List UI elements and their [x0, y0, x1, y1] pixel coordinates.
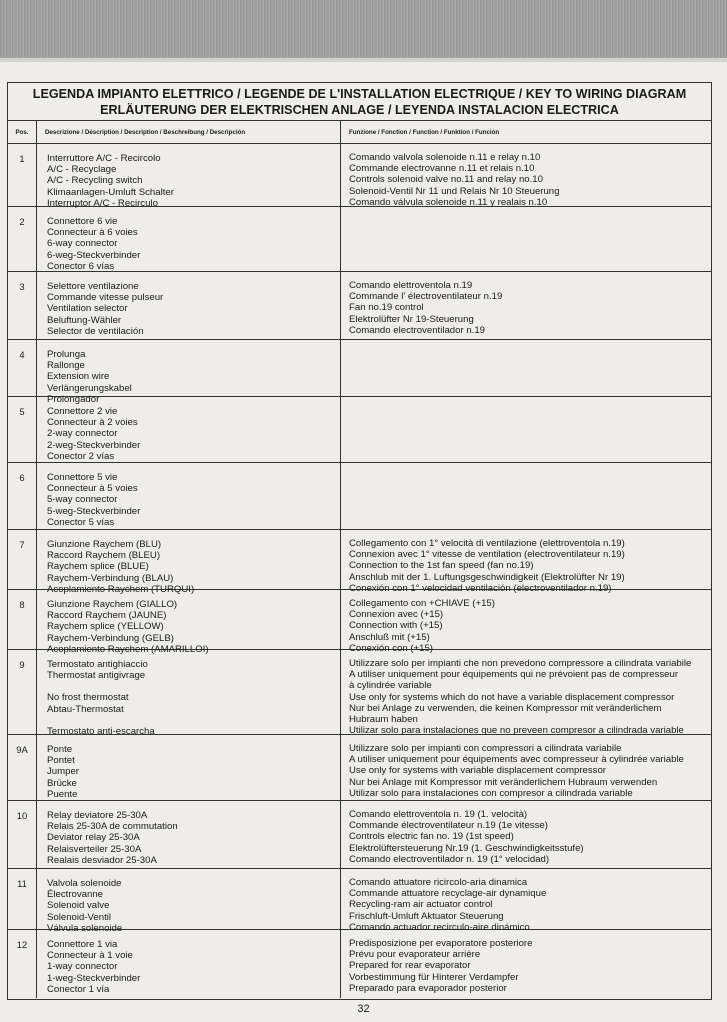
- function-line: à cylindrée variable: [349, 680, 432, 692]
- wiring-legend-sheet: [7, 82, 712, 1000]
- pos-cell: 9A: [8, 735, 37, 800]
- function-line: Comando valvola solenoide n.11 e relay n.10: [349, 152, 541, 163]
- table-row: [8, 144, 711, 207]
- function-line: Anschluß mit (+15): [349, 631, 430, 643]
- description-line: Relay deviatore 25-30A: [47, 810, 148, 821]
- description-line: Giunzione Raychem (BLU): [47, 539, 162, 550]
- description-line: 6-weg-Steckverbinder: [47, 249, 141, 261]
- pos-cell: 3: [8, 272, 37, 339]
- function-cell: [341, 530, 711, 594]
- description-line: [47, 681, 340, 692]
- description-line: Selector de ventilación: [47, 325, 144, 337]
- function-line: Controls electric fan no. 19 (1st speed): [349, 831, 514, 843]
- description-cell: [37, 650, 341, 737]
- table-row: [8, 801, 711, 869]
- function-line: Controls solenoid valve no.11 and relay no.10: [349, 174, 543, 186]
- description-line: Connettore 2 vie: [47, 406, 118, 417]
- function-line: Comando electroventilador n. 19 (1° velocidad): [349, 853, 550, 865]
- function-line: Conexión con 1° velocidad ventilación (electroventilador n.19): [349, 582, 612, 594]
- description-cell: [37, 463, 341, 529]
- pos-cell: 11: [8, 869, 37, 929]
- table-row: [8, 207, 711, 272]
- function-line: Prévu pour evaporateur arrière: [349, 949, 481, 961]
- description-line: Connecteur à 6 voies: [47, 227, 138, 239]
- description-line: Connettore 5 vie: [47, 472, 118, 483]
- function-line: Commande l' électroventilateur n.19: [349, 291, 503, 303]
- description-line: Conector 1 vía: [47, 983, 110, 995]
- description-line: 5-way connector: [47, 494, 118, 506]
- function-line: Hubraum haben: [349, 714, 418, 726]
- description-line: Realais desviador 25-30A: [47, 854, 157, 866]
- table-row: [8, 340, 711, 405]
- description-line: Commande vitesse pulseur: [47, 292, 164, 304]
- description-line: Acoplamiento Raychem (AMARILLOI): [47, 643, 209, 655]
- description-line: Conector 5 vías: [47, 516, 115, 528]
- description-line: Acoplamiento Raychem (TURQUI): [47, 583, 195, 595]
- function-line: Utilizzare solo per impianti che non prevedono compressore a cilindrata variabile: [349, 658, 692, 669]
- pos-cell: 7: [8, 530, 37, 589]
- description-cell: [37, 207, 341, 271]
- description-line: Relaisverteiler 25-30A: [47, 843, 142, 855]
- description-line: Termostato antighiaccio: [47, 659, 148, 670]
- description-line: Raychem-Verbindung (GELB): [47, 632, 174, 644]
- description-line: Solenoid-Ventil: [47, 911, 112, 923]
- description-line: Connecteur à 5 voies: [47, 483, 138, 495]
- function-line: Utilizzare solo per impianti con compressori a cilindrata variabile: [349, 743, 622, 754]
- function-line: Fan no.19 control: [349, 302, 424, 314]
- description-line: Raccord Raychem (JAUNE): [47, 610, 167, 622]
- function-cell: [341, 869, 711, 933]
- description-line: Beluftung-Wähler: [47, 314, 122, 326]
- table-row: [8, 650, 711, 735]
- description-line: Verlängerungskabel: [47, 382, 132, 394]
- description-line: A/C - Recycling switch: [47, 175, 143, 187]
- description-line: Valvola solenoide: [47, 878, 122, 889]
- description-line: Électrovanne: [47, 889, 103, 901]
- function-line: Connection with (+15): [349, 620, 443, 632]
- function-line: A utiliser uniquement pour équipements avec compresseur à cylindrée variable: [349, 754, 684, 766]
- function-cell: [341, 801, 711, 868]
- description-line: Conector 6 vías: [47, 260, 115, 272]
- description-line: Prolongador: [47, 393, 100, 405]
- function-cell: [341, 930, 711, 998]
- function-cell: [341, 144, 711, 206]
- description-line: Deviator relay 25-30A: [47, 832, 140, 844]
- function-line: Frischluft-Umluft Aktuator Steuerung: [349, 910, 504, 922]
- function-line: Anschlub mit der 1. Luftungsgeschwindigkeit (Elektrolüfter Nr 19): [349, 571, 625, 583]
- function-cell: [341, 735, 711, 800]
- description-line: Giunzione Raychem (GIALLO): [47, 599, 178, 610]
- description-line: Termostato anti-escarcha: [47, 725, 155, 737]
- function-line: Commande electrovanne n.11 et relais n.10: [349, 163, 535, 175]
- function-line: Comando elettroventola n. 19 (1. velocità): [349, 809, 528, 820]
- description-line: Interruptor A/C - Recirculo: [47, 197, 158, 209]
- description-line: Connecteur à 1 voie: [47, 950, 133, 962]
- description-line: Prolunga: [47, 349, 86, 360]
- pos-cell: 12: [8, 930, 37, 998]
- function-line: Prepared for rear evaporator: [349, 960, 471, 972]
- description-line: Connettore 1 via: [47, 939, 118, 950]
- description-line: Solenoid valve: [47, 900, 110, 912]
- scan-edge: [0, 0, 727, 62]
- function-line: Commande électroventilateur n.19 (1e vitesse): [349, 820, 548, 832]
- function-cell: [341, 397, 711, 462]
- description-line: Ponte: [47, 744, 73, 755]
- legend-title-line-1: LEGENDA IMPIANTO ELETTRICO / LEGENDE DE L'INSTALLATION ELECTRIQUE / KEY TO WIRING DIAGRAM: [32, 87, 687, 101]
- function-line: Preparado para evaporador posterior: [349, 982, 507, 994]
- table-row: [8, 930, 711, 998]
- function-line: Connexion avec 1° vitesse de ventilation (electroventilateur n.19): [349, 549, 625, 561]
- pos-cell: 8: [8, 590, 37, 649]
- function-line: Vorbestimmung für Hinterer Verdampfer: [349, 971, 519, 983]
- description-cell: [37, 530, 341, 595]
- function-line: Conexión con (+15): [349, 642, 433, 654]
- table-row: [8, 397, 711, 463]
- function-line: Elektrolüftersteuerung Nr.19 (1. Geschwindigkeitsstufe): [349, 842, 584, 854]
- pos-cell: 2: [8, 207, 37, 271]
- description-line: Relais 25-30A de commutation: [47, 821, 178, 833]
- function-line: Utilizar solo para instalaciones que no preveen compresor a cilindrada variable: [349, 725, 684, 737]
- legend-header: [8, 83, 711, 121]
- description-line: Extension wire: [47, 371, 110, 383]
- function-line: Collegamento con 1° velocità di ventilazione (elettroventola n.19): [349, 538, 625, 549]
- description-line: No frost thermostat: [47, 692, 129, 704]
- pos-cell: 4: [8, 340, 37, 396]
- page-number: 32: [357, 1003, 370, 1015]
- description-line: Interruttore A/C - Recircolo: [47, 153, 161, 164]
- description-line: Connettore 6 vie: [47, 216, 118, 227]
- description-line: Raychem splice (YELLOW): [47, 621, 164, 633]
- legend-rows: [8, 144, 711, 998]
- function-line: Nur bei Anlage zu verwenden, die keinen Kompressor mit veränderlichem: [349, 702, 662, 714]
- description-cell: [37, 930, 341, 998]
- description-line: 2-weg-Steckverbinder: [47, 439, 141, 451]
- table-row: [8, 735, 711, 801]
- description-line: 5-weg-Steckverbinder: [47, 505, 141, 517]
- function-cell: [341, 207, 711, 271]
- description-line: 2-way connector: [47, 428, 118, 440]
- description-line: 1-way connector: [47, 961, 118, 973]
- function-column-header: Funzione / Fonction / Function / Funktion / Función: [349, 128, 500, 136]
- function-line: Comando elettroventola n.19: [349, 280, 473, 291]
- function-line: Connexion avec (+15): [349, 609, 444, 621]
- legend-title-line-2: ERLÄUTERUNG DER ELEKTRISCHEN ANLAGE / LEYENDA INSTALACION ELECTRICA: [100, 103, 619, 117]
- description-cell: [37, 397, 341, 462]
- description-line: Puente: [47, 788, 78, 800]
- pos-cell: 9: [8, 650, 37, 734]
- description-line: Thermostat antigivrage: [47, 670, 146, 682]
- function-line: A utiliser uniquement pour équipements qui ne prévoient pas de compresseur: [349, 669, 679, 681]
- description-line: Brücke: [47, 777, 77, 789]
- description-line: Selettore ventilazione: [47, 281, 139, 292]
- function-line: Solenoid-Ventil Nr 11 und Relais Nr 10 Steuerung: [349, 185, 560, 197]
- function-line: Use only for systems with variable displacement compressor: [349, 765, 606, 777]
- description-line: 1-weg-Steckverbinder: [47, 972, 141, 984]
- pos-column-header: Pos.: [8, 121, 37, 143]
- description-cell: [37, 340, 341, 405]
- description-cell: [37, 144, 341, 209]
- table-row: [8, 590, 711, 655]
- description-cell: [37, 869, 341, 934]
- table-row: [8, 869, 711, 934]
- function-line: Elektrolüfter Nr 19-Steuerung: [349, 313, 474, 325]
- description-column-header: Descrizione / Déscription / Description / Beschreibung / Descripción: [37, 121, 341, 143]
- function-cell: [341, 650, 711, 737]
- description-cell: [37, 590, 341, 655]
- description-line: A/C - Recyclage: [47, 164, 117, 176]
- function-cell: [341, 590, 711, 654]
- description-cell: [37, 272, 341, 339]
- table-row: [8, 272, 711, 340]
- function-line: Utilizar solo para instalaciones con compresor a cilindrada variable: [349, 787, 633, 799]
- function-line: Comando válvula solenoide n.11 y realais n.10: [349, 196, 548, 208]
- function-line: Collegamento con +CHIAVE (+15): [349, 598, 495, 609]
- description-line: Raccord Raychem (BLEU): [47, 550, 161, 562]
- description-line: Pontet: [47, 755, 75, 767]
- description-line: Ventilation selector: [47, 303, 128, 315]
- function-line: Commande attuatore recyclage-air dynamique: [349, 888, 547, 900]
- pos-cell: 1: [8, 144, 37, 206]
- function-line: Comando actuador recirculo-aire dinámico: [349, 921, 530, 933]
- description-line: Raychem splice (BLUE): [47, 561, 149, 573]
- description-line: Válvula solenoide: [47, 922, 123, 934]
- table-row: [8, 530, 711, 595]
- function-line: Comando attuatore ricircolo-aria dinamica: [349, 877, 528, 888]
- function-line: Predisposizione per evaporatore posteriore: [349, 938, 533, 949]
- function-line: Recycling-ram air actuator control: [349, 899, 493, 911]
- description-line: Abtau-Thermostat: [47, 703, 124, 715]
- description-line: Connecteur à 2 voies: [47, 417, 138, 429]
- description-line: Jumper: [47, 766, 79, 778]
- function-line: Nur bei Anlage mit Kompressor mit veränderlichem Hubraum verwenden: [349, 776, 658, 788]
- description-cell: [37, 801, 341, 868]
- function-line: Connection to the 1st fan speed (fan no.19): [349, 560, 534, 572]
- pos-cell: 10: [8, 801, 37, 868]
- table-row: [8, 463, 711, 530]
- function-cell: [341, 272, 711, 339]
- function-line: Comando electroventilador n.19: [349, 324, 485, 336]
- pos-cell: 5: [8, 397, 37, 462]
- description-line: Conector 2 vías: [47, 450, 115, 462]
- description-line: 6-way connector: [47, 238, 118, 250]
- column-header-row: [8, 121, 711, 144]
- description-line: Klimaanlagen-Umluft Schalter: [47, 186, 174, 198]
- function-cell: [341, 340, 711, 396]
- function-line: Use only for systems which do not have a variable displacement compressor: [349, 691, 675, 703]
- function-cell: [341, 463, 711, 529]
- description-line: Rallonge: [47, 360, 85, 372]
- pos-cell: 6: [8, 463, 37, 529]
- description-line: [47, 715, 340, 726]
- description-cell: [37, 735, 341, 800]
- description-line: Raychem-Verbindung (BLAU): [47, 572, 174, 584]
